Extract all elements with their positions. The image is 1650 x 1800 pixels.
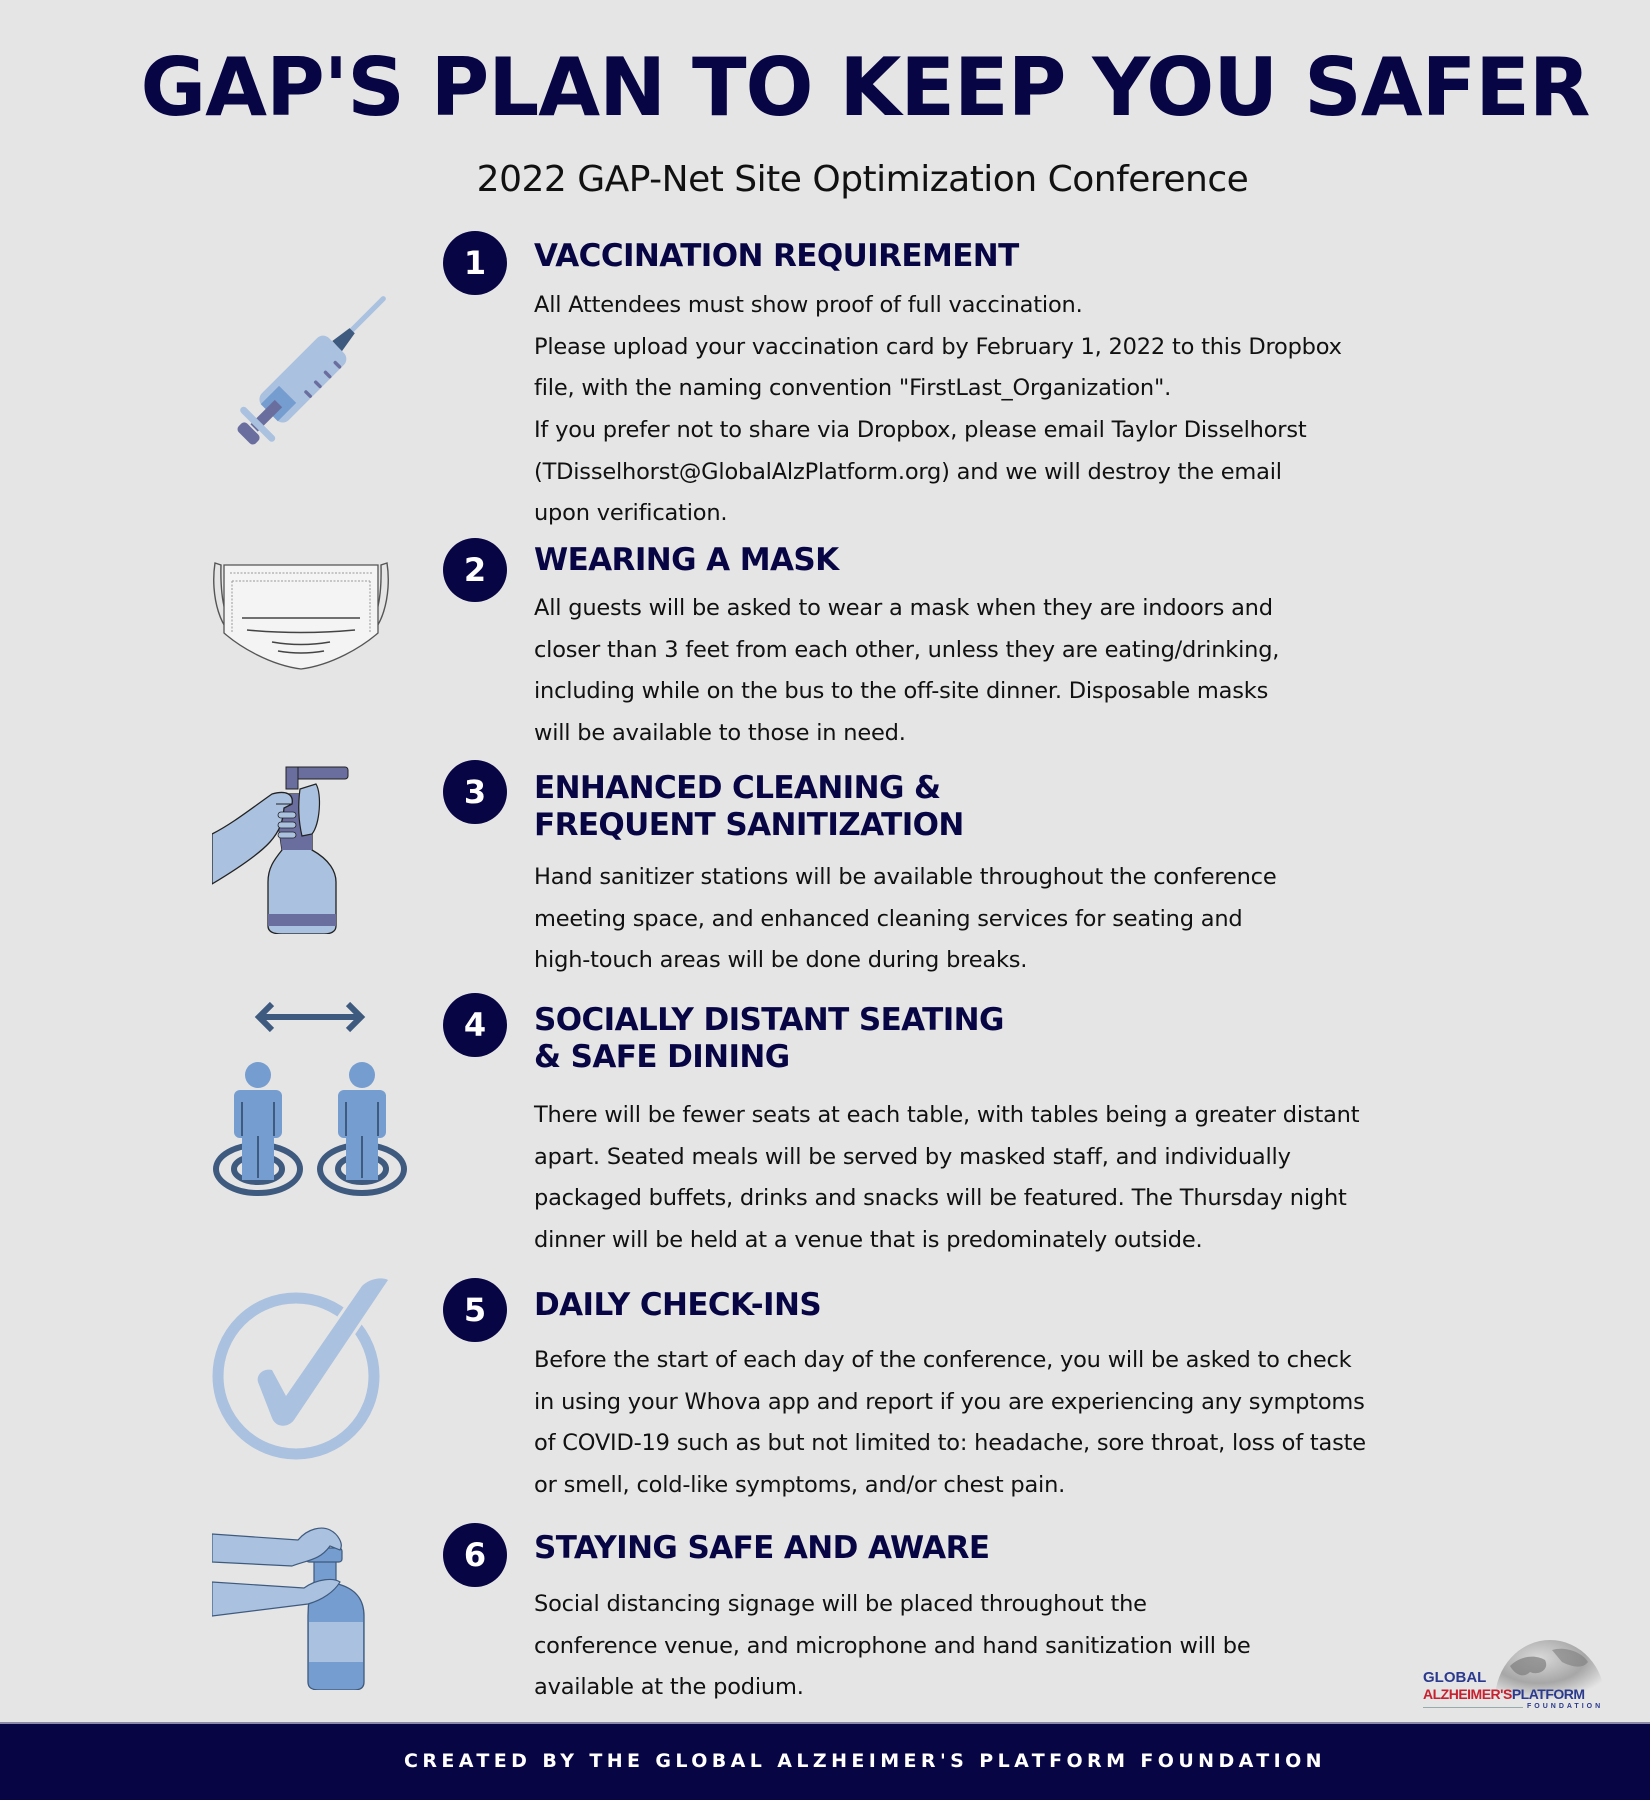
page-subtitle: 2022 GAP-Net Site Optimization Conference — [476, 159, 1249, 200]
step-number-badge: 2 — [443, 538, 507, 602]
face-mask-icon — [212, 555, 390, 675]
section-body: There will be fewer seats at each table, with tables being a greater distant apart. Seated meals will be served by masked staff, and individually packaged buffets, drinks and snacks will be featured. The Thursday night dinner will be held at a venue that is predominately outside. — [534, 1102, 1360, 1254]
section-heading: ENHANCED CLEANING & FREQUENT SANITIZATION — [534, 770, 964, 843]
section-body: Hand sanitizer stations will be available throughout the conference meeting space, and enhanced cleaning services for seating and high-touch areas will be done during breaks. — [534, 864, 1277, 974]
section-body: All Attendees must show proof of full vaccination. Please upload your vaccination card by February 1, 2022 to this Dropbox file, with the naming convention "FirstLast_Organization". If you prefer not to share via Dropbox, please email Taylor Disselhorst (TDisselhorst@GlobalAlzPlatform.org) and we will destroy the email upon verification. — [534, 292, 1342, 527]
step-number-badge: 4 — [443, 993, 507, 1057]
checkmark-circle-icon — [212, 1278, 388, 1460]
step-number-badge: 1 — [443, 231, 507, 295]
hand-sanitizer-pump-icon — [212, 1520, 392, 1690]
syringe-icon — [214, 278, 404, 468]
page-title: GAP'S PLAN TO KEEP YOU SAFER — [140, 41, 1590, 134]
section-heading: SOCIALLY DISTANT SEATING & SAFE DINING — [534, 1002, 1004, 1075]
logo-line-foundation: FOUNDATION — [1527, 1703, 1604, 1710]
step-number-badge: 3 — [443, 760, 507, 824]
section-body: All guests will be asked to wear a mask when they are indoors and closer than 3 feet from each other, unless they are eating/drinking, including while on the bus to the off-site dinner. Disposable masks will be available to those in need. — [534, 595, 1280, 747]
section-heading: DAILY CHECK-INS — [534, 1287, 822, 1323]
step-number-badge: 6 — [443, 1523, 507, 1587]
footer-bar — [0, 1722, 1650, 1800]
step-number-badge: 5 — [443, 1278, 507, 1342]
social-distance-icon — [212, 1002, 408, 1200]
section-heading: VACCINATION REQUIREMENT — [534, 238, 1019, 274]
section-body: Social distancing signage will be placed throughout the conference venue, and microphone and hand sanitization will be available at the podium. — [534, 1591, 1251, 1701]
section-body: Before the start of each day of the conference, you will be asked to check in using your Whova app and report if you are experiencing any symptoms of COVID-19 such as but not limited to: headache, sore throat, loss of taste or smell, cold-like symptoms, and/or chest pain. — [534, 1347, 1366, 1499]
section-heading: WEARING A MASK — [534, 542, 839, 578]
spray-bottle-icon — [212, 764, 352, 934]
gap-foundation-logo — [1420, 1632, 1635, 1717]
logo-line-alzheimers: ALZHEIMER'SPLATFORM — [1423, 1686, 1585, 1702]
footer-credit: CREATED BY THE GLOBAL ALZHEIMER'S PLATFORM FOUNDATION — [404, 1750, 1326, 1772]
section-heading: STAYING SAFE AND AWARE — [534, 1530, 990, 1566]
logo-line-global: GLOBAL — [1423, 1669, 1487, 1686]
logo-rule — [1423, 1707, 1523, 1708]
